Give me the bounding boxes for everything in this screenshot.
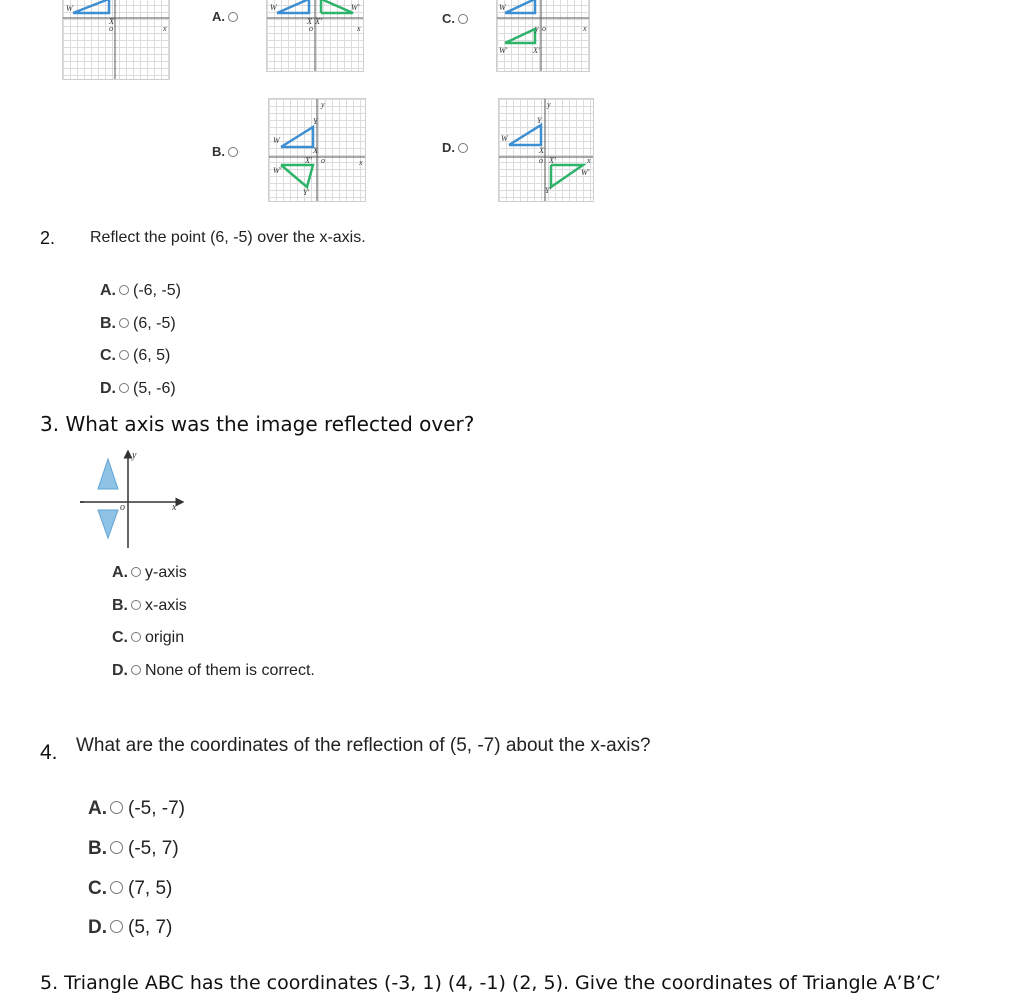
q4-option-d[interactable]: [88, 917, 172, 939]
q1-option-d-graph: [498, 98, 594, 202]
option-text: (-5, 7): [128, 838, 179, 859]
q3-option-a[interactable]: [112, 564, 187, 582]
option-letter: C.: [442, 11, 455, 26]
radio-button[interactable]: [110, 881, 123, 894]
q1-option-a-graph: [266, 0, 364, 72]
q1-option-b-label: o: [321, 156, 325, 165]
option-letter: A.: [100, 282, 116, 299]
q1-option-a-label: X': [315, 17, 322, 26]
radio-button[interactable]: [119, 285, 129, 295]
option-text: (-5, -7): [128, 798, 185, 819]
radio-button[interactable]: [228, 147, 238, 157]
q1-option-b-label: X': [305, 156, 312, 165]
q1-option-b-label: W: [273, 136, 280, 145]
q1-option-b-label: x: [359, 158, 363, 167]
q1-option-b-label: y: [321, 100, 325, 109]
q1-option-c-label: x: [583, 24, 587, 33]
q3-option-d[interactable]: [112, 662, 315, 680]
option-text: (5, 7): [128, 917, 173, 938]
option-letter: C.: [112, 629, 128, 646]
q1-option-d-label: X: [539, 146, 544, 155]
q1-option-c-label: o: [542, 24, 546, 33]
option-letter: C.: [100, 347, 116, 364]
q3-graph-label-y: y: [132, 450, 137, 461]
q1-option-d[interactable]: [442, 140, 472, 155]
option-text: (7, 5): [128, 878, 173, 899]
q2-option-b[interactable]: [100, 315, 176, 333]
q1-option-a-label: W: [270, 3, 277, 12]
q1-option-d-label: x: [587, 156, 591, 165]
option-letter: B.: [112, 597, 128, 614]
option-letter: D.: [112, 662, 128, 679]
option-letter: B.: [100, 315, 116, 332]
q1-ref-label: X: [109, 17, 114, 26]
q2-option-d[interactable]: [100, 380, 176, 398]
option-letter: B.: [88, 838, 107, 859]
q1-option-a-label: X: [307, 17, 312, 26]
q1-option-b-graph: [268, 98, 366, 202]
q2-option-c[interactable]: [100, 347, 170, 365]
q1-option-d-label: o: [539, 156, 543, 165]
q1-option-b-label: W': [273, 166, 282, 175]
q4-option-a[interactable]: [88, 798, 185, 820]
q1-option-d-label: X': [549, 156, 556, 165]
option-text: None of them is correct.: [145, 662, 315, 679]
q1-ref-label: o: [109, 24, 113, 33]
option-letter: C.: [88, 878, 107, 899]
option-text: (5, -6): [133, 380, 176, 397]
q1-option-b-label: Y: [313, 117, 318, 126]
q1-reference-graph: [62, 0, 170, 80]
q4-option-b[interactable]: [88, 838, 179, 860]
q4-text: What are the coordinates of the reflection of (5, -7) about the x-axis?: [76, 735, 651, 756]
q1-option-b-label: X: [313, 146, 318, 155]
q1-option-c-label: W: [499, 3, 506, 12]
radio-button[interactable]: [131, 567, 141, 577]
q1-option-c-label: W': [499, 46, 508, 55]
q1-ref-label: x: [163, 24, 167, 33]
radio-button[interactable]: [228, 12, 238, 22]
radio-button[interactable]: [119, 350, 129, 360]
radio-button[interactable]: [131, 600, 141, 610]
q3-option-b[interactable]: [112, 597, 187, 615]
option-letter: A.: [212, 9, 225, 24]
option-letter: D.: [100, 380, 116, 397]
q3-graph-label-origin: o: [120, 502, 125, 513]
radio-button[interactable]: [110, 801, 123, 814]
q1-option-b-label: Y': [303, 188, 310, 197]
q3-graph-label-x: x: [172, 502, 177, 513]
q1-option-d-label: W': [581, 168, 590, 177]
q1-option-c-graph: [496, 0, 590, 72]
radio-button[interactable]: [119, 383, 129, 393]
option-text: (-6, -5): [133, 282, 181, 299]
q1-option-a-label: W': [351, 3, 360, 12]
q1-option-c-label: X': [533, 46, 540, 55]
option-text: y-axis: [145, 564, 187, 581]
radio-button[interactable]: [110, 841, 123, 854]
q1-option-d-label: Y': [545, 186, 552, 195]
q1-option-d-label: y: [547, 100, 551, 109]
q1-ref-label: W: [66, 4, 73, 13]
radio-button[interactable]: [110, 920, 123, 933]
radio-button[interactable]: [458, 143, 468, 153]
option-text: origin: [145, 629, 185, 646]
q5-text: 5. Triangle ABC has the coordinates (-3, 1) (4, -1) (2, 5). Give the coordinates of Triangle A’B’C’: [40, 972, 941, 994]
radio-button[interactable]: [458, 14, 468, 24]
option-text: (6, 5): [133, 347, 171, 364]
radio-button[interactable]: [119, 318, 129, 328]
option-text: (6, -5): [133, 315, 176, 332]
q3-text: 3. What axis was the image reflected over?: [40, 412, 475, 436]
option-letter: B.: [212, 144, 225, 159]
q1-option-c-label: y: [535, 24, 539, 33]
radio-button[interactable]: [131, 632, 141, 642]
q3-option-c[interactable]: [112, 629, 184, 647]
q1-option-c[interactable]: [442, 11, 472, 26]
q2-text: Reflect the point (6, -5) over the x-axis.: [90, 229, 366, 246]
q4-option-c[interactable]: [88, 878, 172, 900]
q1-option-a-label: x: [357, 24, 361, 33]
option-letter: D.: [88, 917, 107, 938]
q3-graph: [80, 450, 184, 550]
q2-option-a[interactable]: [100, 282, 181, 300]
q1-option-b[interactable]: [212, 144, 242, 159]
q4-number: 4.: [40, 741, 58, 764]
option-text: x-axis: [145, 597, 187, 614]
q1-option-a-label: o: [309, 24, 313, 33]
option-letter: D.: [442, 140, 455, 155]
q1-option-d-label: W: [501, 134, 508, 143]
option-letter: A.: [112, 564, 128, 581]
q1-option-a[interactable]: [212, 9, 242, 24]
option-letter: A.: [88, 798, 107, 819]
radio-button[interactable]: [131, 665, 141, 675]
q1-option-d-label: Y: [537, 116, 542, 125]
q2-number: 2.: [40, 228, 56, 248]
